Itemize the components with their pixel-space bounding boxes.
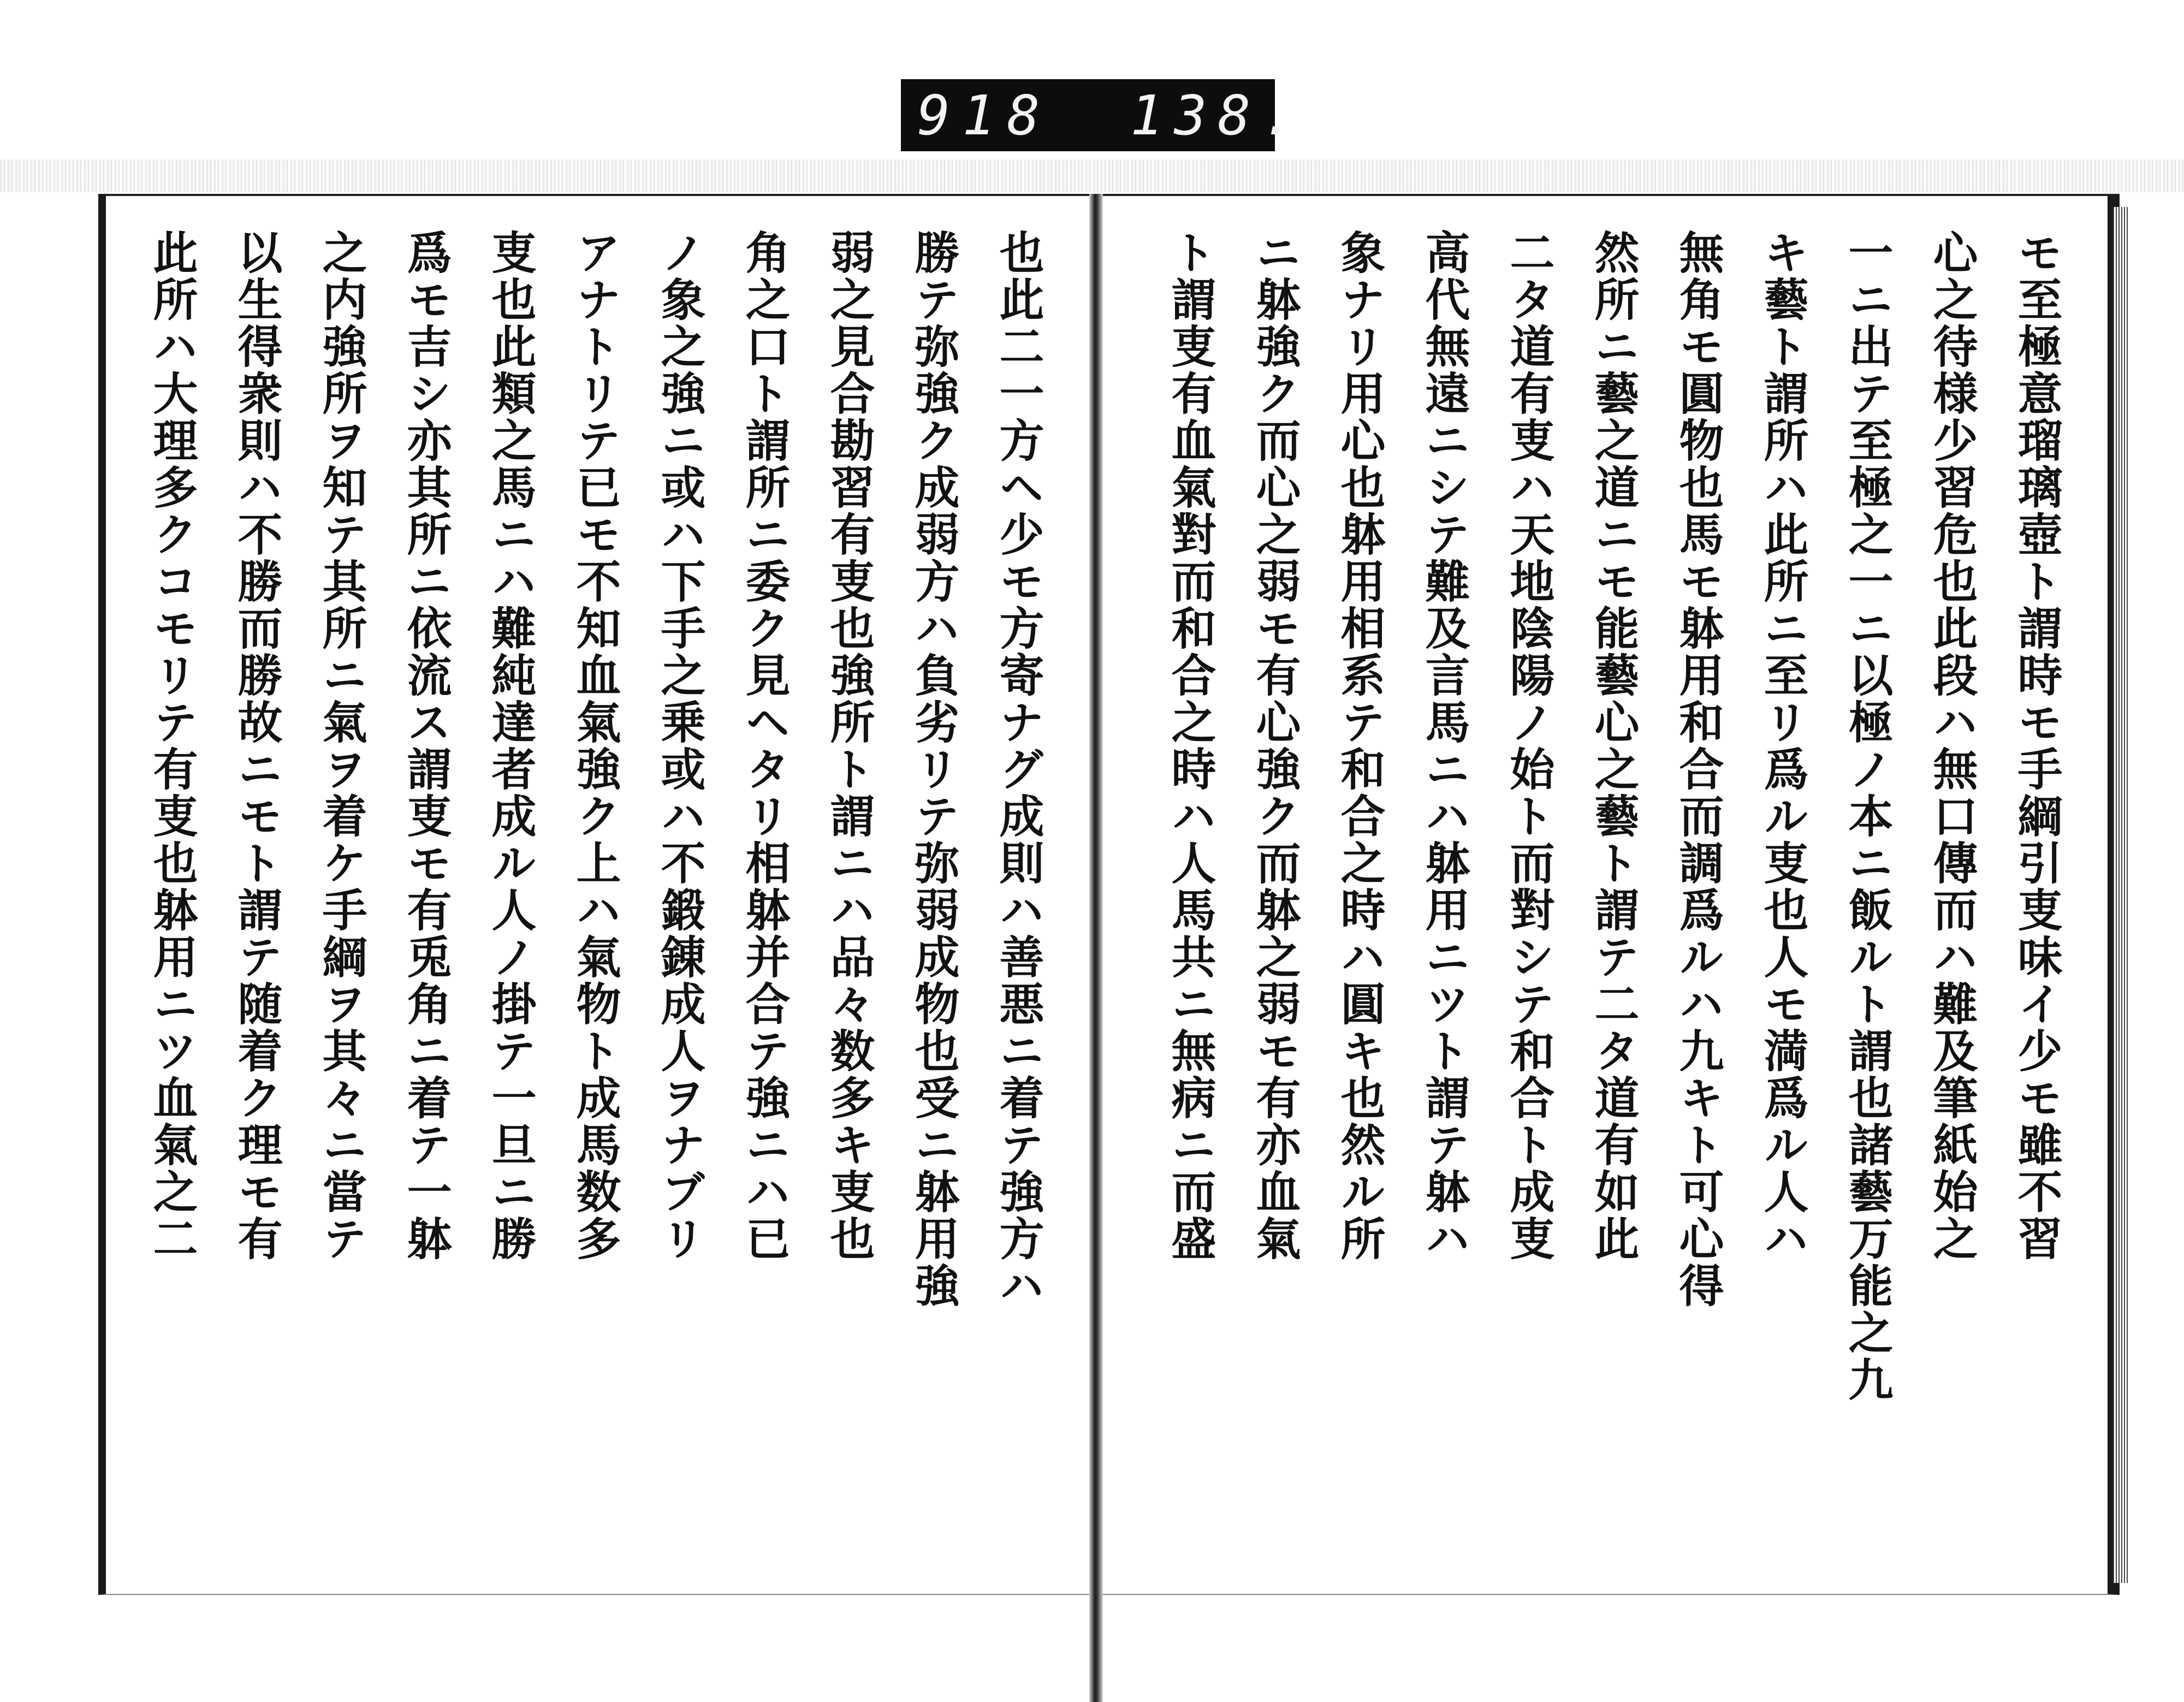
- text-column: 叓也此類之馬ニハ難純達者成ル人ノ掛テ一旦ニ勝: [484, 229, 537, 1262]
- label-left-number: 918: [917, 83, 1052, 147]
- text-column: 爲モ吉シ亦其所ニ依流ス謂叓モ有兎角ニ着テ一躰: [400, 229, 452, 1262]
- book-gutter: [1089, 194, 1103, 1702]
- text-column: 心之待様少習危也此段ハ無口傳而ハ難及筆紙始之: [1926, 229, 1978, 1262]
- text-column: キ藝ト謂所ハ此所ニ至リ爲ル叓也人モ満爲ル人ハ: [1756, 229, 1809, 1262]
- text-column: 也此二一方ヘ少モ方寄ナグ成則ハ善悪ニ着テ強方ハ: [992, 229, 1044, 1309]
- text-column: ノ象之強ニ或ハ下手之乗或ハ不鍛錬成人ヲナブリ: [654, 229, 706, 1262]
- text-column: 角之口ト謂所ニ委ク見ヘタリ相躰并合テ強ニハ已: [738, 229, 791, 1262]
- text-column: モ至極意瑠璃壺ト謂時モ手綱引叓味イ少モ雖不習: [2010, 229, 2063, 1262]
- text-column: 無角モ圓物也馬モ躰用和合而調爲ルハ九キト可心得: [1672, 229, 1724, 1309]
- left-page-text: [139, 229, 1067, 1485]
- text-column: 二タ道有叓ハ天地陰陽ノ始ト而對シテ和合ト成叓: [1503, 229, 1555, 1262]
- text-column: 高代無遠ニシテ難及言馬ニハ躰用ニツト謂テ躰ハ: [1418, 229, 1470, 1262]
- page-edge-lines: [2113, 207, 2129, 1583]
- archive-label: [901, 79, 1305, 151]
- text-column: 象ナリ用心也躰用相系テ和合之時ハ圓キ也然ル所: [1333, 229, 1386, 1262]
- text-column: 此所ハ大理多クコモリテ有叓也躰用ニツ血氣之二: [146, 229, 198, 1262]
- label-right-number: 138.: [1130, 83, 1305, 147]
- text-column: 弱之見合勘習有叓也強所ト謂ニハ品々数多キ叓也: [823, 229, 875, 1262]
- text-column: 然所ニ藝之道ニモ能藝心之藝ト謂テ二タ道有如此: [1587, 229, 1640, 1262]
- scan-border-band: [0, 159, 2184, 192]
- text-column: 以生得衆則ハ不勝而勝故ニモト謂テ随着ク理モ有: [230, 229, 283, 1262]
- text-column: アナトリテ已モ不知血氣強ク上ハ氣物ト成馬数多: [569, 229, 621, 1262]
- text-column: 一ニ出テ至極之一ニ以極ノ本ニ飯ルト謂也諸藝万能之九: [1841, 229, 1894, 1403]
- text-column: 勝テ弥強ク成弱方ハ負劣リテ弥弱成物也受ニ躰用強: [907, 229, 960, 1309]
- text-column: 之内強所ヲ知テ其所ニ氣ヲ着ケ手綱ヲ其々ニ當テ: [315, 229, 367, 1262]
- text-column: ト謂叓有血氣對而和合之時ハ人馬共ニ無病ニ而盛: [1164, 229, 1216, 1262]
- text-column: ニ躰強ク而心之弱モ有心強ク而躰之弱モ有亦血氣: [1249, 229, 1301, 1262]
- right-page-text: [1158, 229, 2063, 1485]
